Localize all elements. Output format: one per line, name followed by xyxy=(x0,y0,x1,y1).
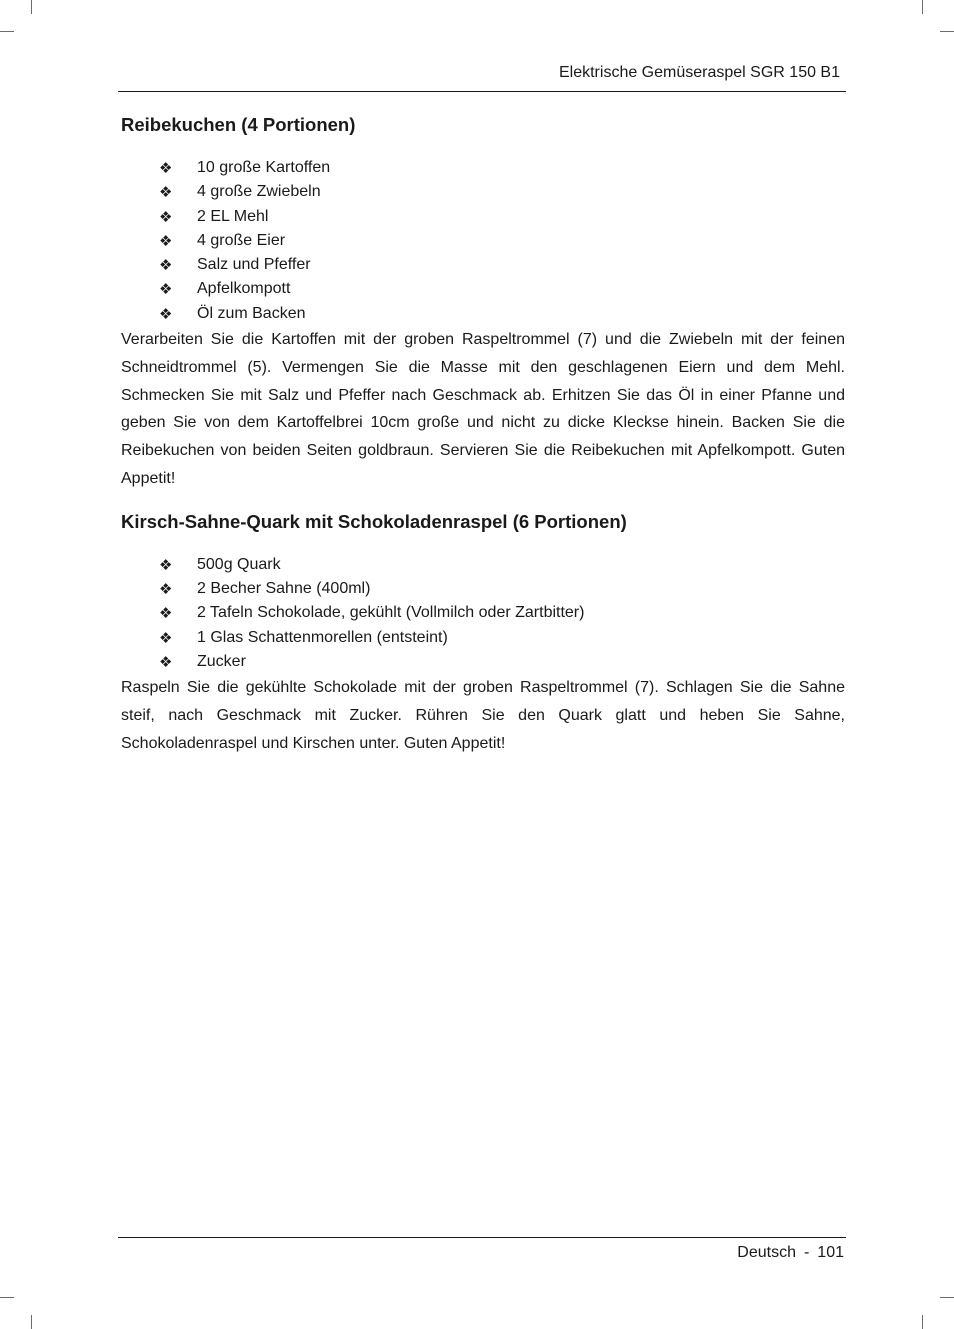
page-number: 101 xyxy=(817,1244,844,1261)
crop-mark xyxy=(0,1297,14,1298)
diamond-bullet-icon: ❖ xyxy=(159,183,173,202)
footer-separator: - xyxy=(803,1244,810,1261)
footer-rule xyxy=(118,1237,846,1238)
list-item: ❖ 2 Tafeln Schokolade, gekühlt (Vollmilch oder Zartbitter) xyxy=(121,601,845,625)
list-item: ❖ 4 große Zwiebeln xyxy=(121,180,845,204)
recipe-title: Reibekuchen (4 Portionen) xyxy=(121,114,356,135)
crop-mark xyxy=(31,0,32,14)
diamond-bullet-icon: ❖ xyxy=(159,280,173,299)
list-item: ❖ 500g Quark xyxy=(121,553,845,577)
diamond-bullet-icon: ❖ xyxy=(159,604,173,623)
list-item: ❖ Zucker xyxy=(121,650,845,674)
list-item: ❖ 4 große Eier xyxy=(121,229,845,253)
crop-mark xyxy=(940,31,954,32)
crop-mark xyxy=(0,31,14,32)
diamond-bullet-icon: ❖ xyxy=(159,628,173,647)
list-item: ❖ Öl zum Backen xyxy=(121,302,845,326)
list-item: ❖ 1 Glas Schattenmorellen (entsteint) xyxy=(121,626,845,650)
diamond-bullet-icon: ❖ xyxy=(159,580,173,599)
recipe-instructions: Raspeln Sie die gekühlte Schokolade mit der groben Raspeltrommel (7). Schlagen Sie die Sahne steif, nach Geschmack mit Zucker. Rühren Sie den Quark glatt und heben Sie Sahne, Schokoladenraspel und Kirschen unter. Guten Appetit! xyxy=(121,679,845,752)
diamond-bullet-icon: ❖ xyxy=(159,653,173,672)
crop-mark xyxy=(922,0,923,14)
diamond-bullet-icon: ❖ xyxy=(159,231,173,250)
recipe-kirsch-sahne-quark xyxy=(121,509,845,758)
diamond-bullet-icon: ❖ xyxy=(159,304,173,323)
diamond-bullet-icon: ❖ xyxy=(159,207,173,226)
list-item: ❖ Salz und Pfeffer xyxy=(121,253,845,277)
crop-mark xyxy=(31,1315,32,1329)
ingredient-list xyxy=(121,553,845,674)
footer-language: Deutsch xyxy=(737,1244,796,1261)
ingredient-list xyxy=(121,156,845,326)
list-item: ❖ Apfelkompott xyxy=(121,277,845,301)
diamond-bullet-icon: ❖ xyxy=(159,256,173,275)
diamond-bullet-icon: ❖ xyxy=(159,159,173,177)
recipe-instructions: Verarbeiten Sie die Kartoffen mit der groben Raspeltrommel (7) und die Zwiebeln mit der feinen Schneidtrommel (5). Vermengen Sie die Masse mit den geschlagenen Eiern und dem Mehl. Schmecken Sie mit Salz und Pfeffer nach Geschmack ab. Erhitzen Sie das Öl in einer Pfanne und geben Sie von dem Kartoffelbrei 10cm große und nicht zu dicke Kleckse hinein. Backen Sie die Reibekuchen von beiden Seiten goldbraun. Servieren Sie die Reibekuchen mit Apfelkompott. Guten Appetit! xyxy=(121,331,845,488)
document-header-title: Elektrische Gemüseraspel SGR 150 B1 xyxy=(558,64,840,81)
list-item: ❖ 2 EL Mehl xyxy=(121,205,845,229)
page-footer xyxy=(737,1243,844,1263)
recipe-title: Kirsch-Sahne-Quark mit Schokoladenraspel (6 Portionen) xyxy=(121,510,627,532)
page-content xyxy=(121,112,845,758)
crop-mark xyxy=(922,1315,923,1329)
list-item: ❖ 10 große Kartoffen xyxy=(121,156,845,180)
header-rule xyxy=(118,91,846,92)
crop-mark xyxy=(940,1297,954,1298)
diamond-bullet-icon: ❖ xyxy=(159,555,173,574)
list-item: ❖ 2 Becher Sahne (400ml) xyxy=(121,577,845,601)
recipe-reibekuchen xyxy=(121,112,845,493)
